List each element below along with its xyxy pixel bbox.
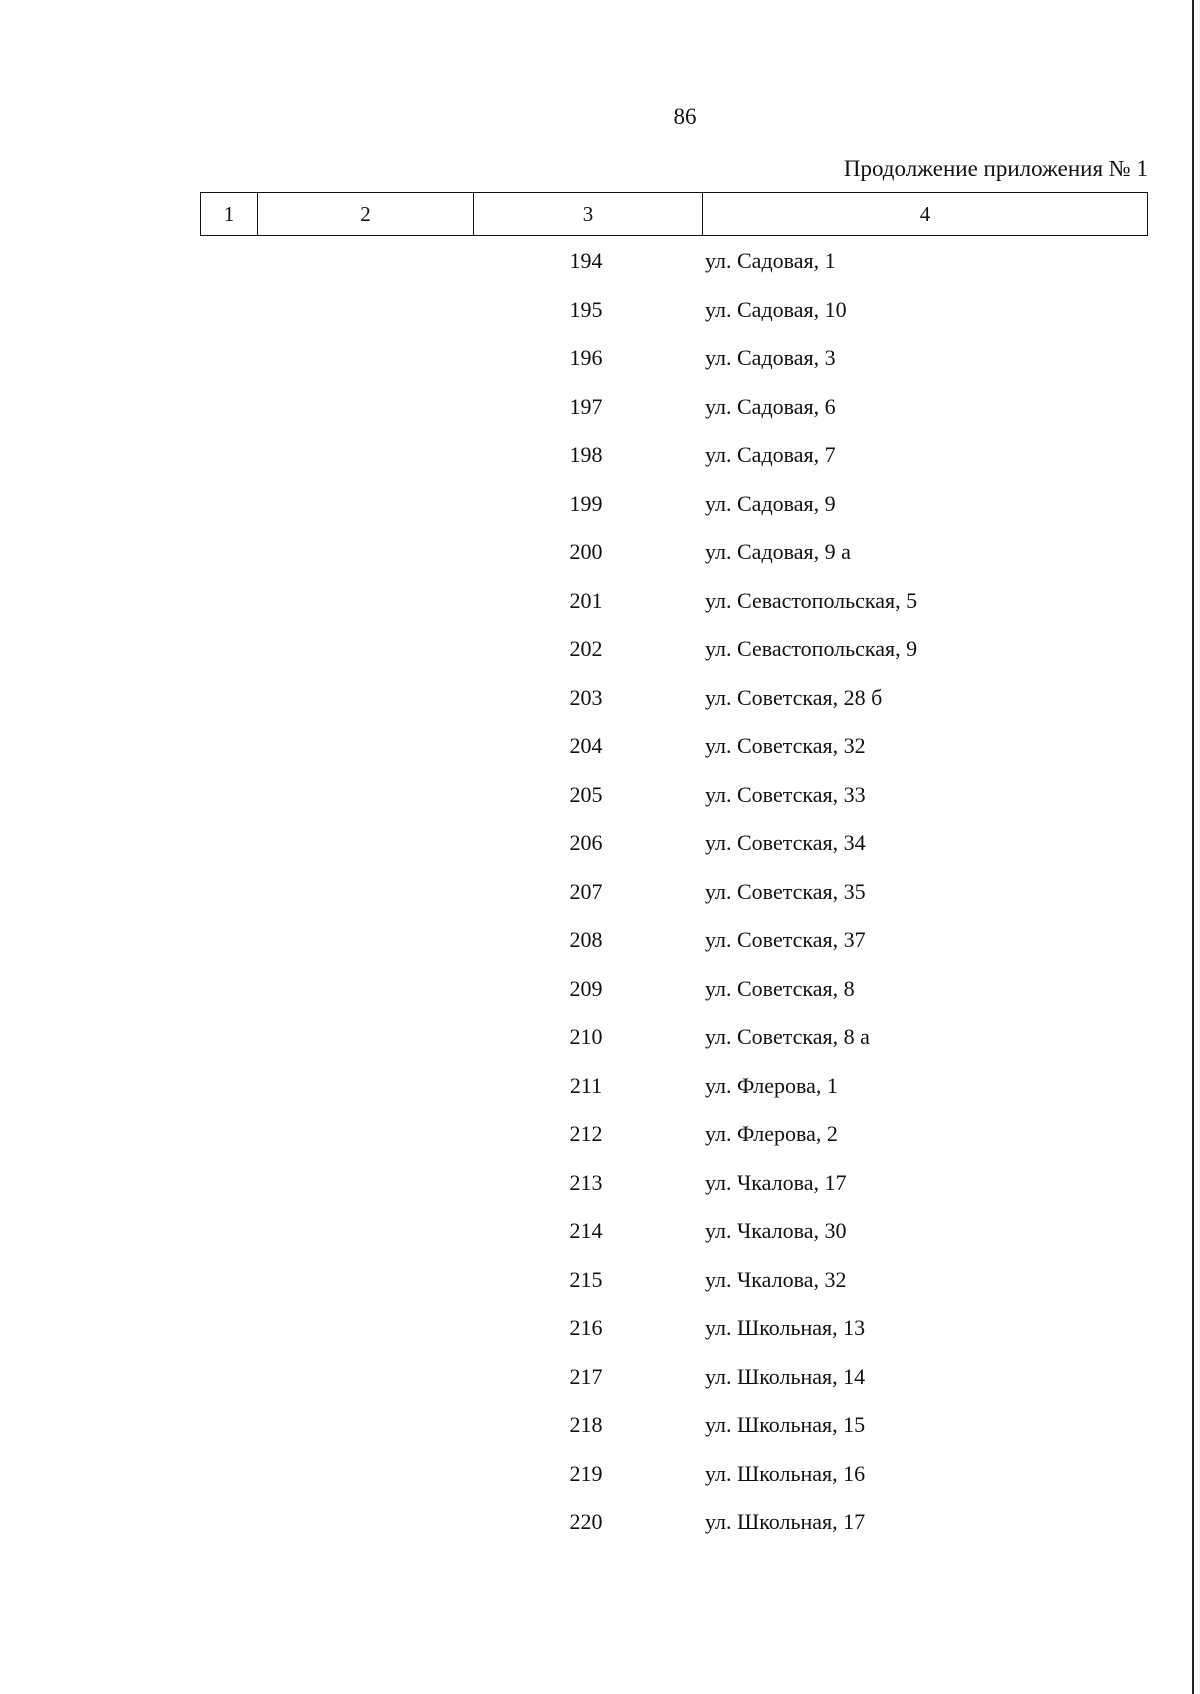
row-number: 215 bbox=[569, 1266, 603, 1292]
table-row bbox=[0, 1266, 1200, 1315]
row-number: 218 bbox=[569, 1412, 603, 1437]
row-number: 196 bbox=[569, 345, 603, 370]
table-row bbox=[0, 587, 1200, 636]
row-address: ул. Севастопольская, 5 bbox=[705, 587, 918, 613]
table-row bbox=[0, 684, 1200, 733]
row-address: ул. Садовая, 7 bbox=[705, 442, 836, 467]
table-row bbox=[0, 829, 1200, 878]
row-address: ул. Чкалова, 17 bbox=[705, 1169, 847, 1195]
row-number: 208 bbox=[569, 927, 603, 952]
header-cell-3: 3 bbox=[473, 193, 702, 235]
row-number: 194 bbox=[569, 248, 603, 273]
table-row bbox=[0, 781, 1200, 830]
row-address: ул. Советская, 28 б bbox=[705, 684, 883, 710]
row-number: 206 bbox=[569, 830, 603, 855]
row-number: 211 bbox=[569, 1072, 603, 1098]
row-number: 210 bbox=[569, 1024, 603, 1049]
table-row bbox=[0, 926, 1200, 975]
table-row bbox=[0, 635, 1200, 684]
table-body bbox=[0, 247, 1200, 1557]
row-number: 202 bbox=[569, 636, 603, 661]
table-row bbox=[0, 1460, 1200, 1509]
table-row bbox=[0, 1411, 1200, 1460]
table-row bbox=[0, 1217, 1200, 1266]
row-address: ул. Чкалова, 30 bbox=[705, 1218, 847, 1243]
row-address: ул. Советская, 32 bbox=[705, 733, 866, 758]
header-cell-2: 2 bbox=[257, 193, 473, 235]
row-address: ул. Советская, 34 bbox=[705, 830, 866, 855]
row-number: 217 bbox=[569, 1363, 603, 1389]
row-address: ул. Флерова, 1 bbox=[705, 1072, 838, 1098]
row-address: ул. Чкалова, 32 bbox=[705, 1266, 847, 1292]
page-number: 86 bbox=[673, 104, 697, 129]
row-address: ул. Школьная, 17 bbox=[705, 1509, 866, 1534]
row-address: ул. Садовая, 9 а bbox=[705, 539, 851, 564]
row-number: 213 bbox=[569, 1169, 603, 1195]
row-address: ул. Советская, 33 bbox=[705, 781, 866, 807]
row-address: ул. Садовая, 9 bbox=[705, 490, 836, 516]
table-row bbox=[0, 878, 1200, 927]
row-number: 199 bbox=[569, 490, 603, 516]
row-address: ул. Советская, 8 а bbox=[705, 1024, 870, 1049]
table-row bbox=[0, 1314, 1200, 1363]
table-row bbox=[0, 393, 1200, 442]
row-address: ул. Школьная, 14 bbox=[705, 1363, 866, 1389]
row-address: ул. Севастопольская, 9 bbox=[705, 636, 918, 661]
row-number: 205 bbox=[569, 781, 603, 807]
row-address: ул. Садовая, 3 bbox=[705, 345, 836, 370]
row-number: 219 bbox=[569, 1460, 603, 1486]
row-number: 212 bbox=[569, 1121, 603, 1146]
row-number: 203 bbox=[569, 684, 603, 710]
row-address: ул. Советская, 37 bbox=[705, 927, 866, 952]
row-address: ул. Садовая, 1 bbox=[705, 248, 836, 273]
table-row bbox=[0, 975, 1200, 1024]
row-number: 200 bbox=[569, 539, 603, 564]
row-number: 198 bbox=[569, 442, 603, 467]
page-edge-line bbox=[1192, 0, 1194, 1694]
row-address: ул. Советская, 35 bbox=[705, 878, 866, 904]
table-row bbox=[0, 441, 1200, 490]
table-row bbox=[0, 490, 1200, 539]
table-row bbox=[0, 247, 1200, 296]
row-address: ул. Флерова, 2 bbox=[705, 1121, 838, 1146]
table-row bbox=[0, 1072, 1200, 1121]
row-number: 201 bbox=[569, 587, 603, 613]
appendix-continuation-note: Продолжение приложения № 1 bbox=[843, 156, 1148, 181]
header-cell-4: 4 bbox=[702, 193, 1147, 235]
row-number: 214 bbox=[569, 1218, 603, 1243]
table-row bbox=[0, 1120, 1200, 1169]
row-address: ул. Школьная, 15 bbox=[705, 1412, 866, 1437]
row-address: ул. Советская, 8 bbox=[705, 975, 855, 1001]
table-row bbox=[0, 1508, 1200, 1557]
row-address: ул. Садовая, 6 bbox=[705, 393, 836, 419]
table-header bbox=[200, 192, 1148, 236]
row-address: ул. Школьная, 13 bbox=[705, 1315, 866, 1340]
row-number: 197 bbox=[569, 393, 603, 419]
row-address: ул. Школьная, 16 bbox=[705, 1460, 866, 1486]
row-number: 220 bbox=[569, 1509, 603, 1534]
row-number: 209 bbox=[569, 975, 603, 1001]
table-row bbox=[0, 344, 1200, 393]
row-number: 195 bbox=[569, 296, 603, 322]
table-row bbox=[0, 1169, 1200, 1218]
table-row bbox=[0, 732, 1200, 781]
row-number: 204 bbox=[569, 733, 603, 758]
table-row bbox=[0, 1023, 1200, 1072]
row-address: ул. Садовая, 10 bbox=[705, 296, 847, 322]
table-row bbox=[0, 296, 1200, 345]
row-number: 207 bbox=[569, 878, 603, 904]
row-number: 216 bbox=[569, 1315, 603, 1340]
header-cell-1: 1 bbox=[223, 201, 235, 226]
table-row bbox=[0, 1363, 1200, 1412]
table-row bbox=[0, 538, 1200, 587]
